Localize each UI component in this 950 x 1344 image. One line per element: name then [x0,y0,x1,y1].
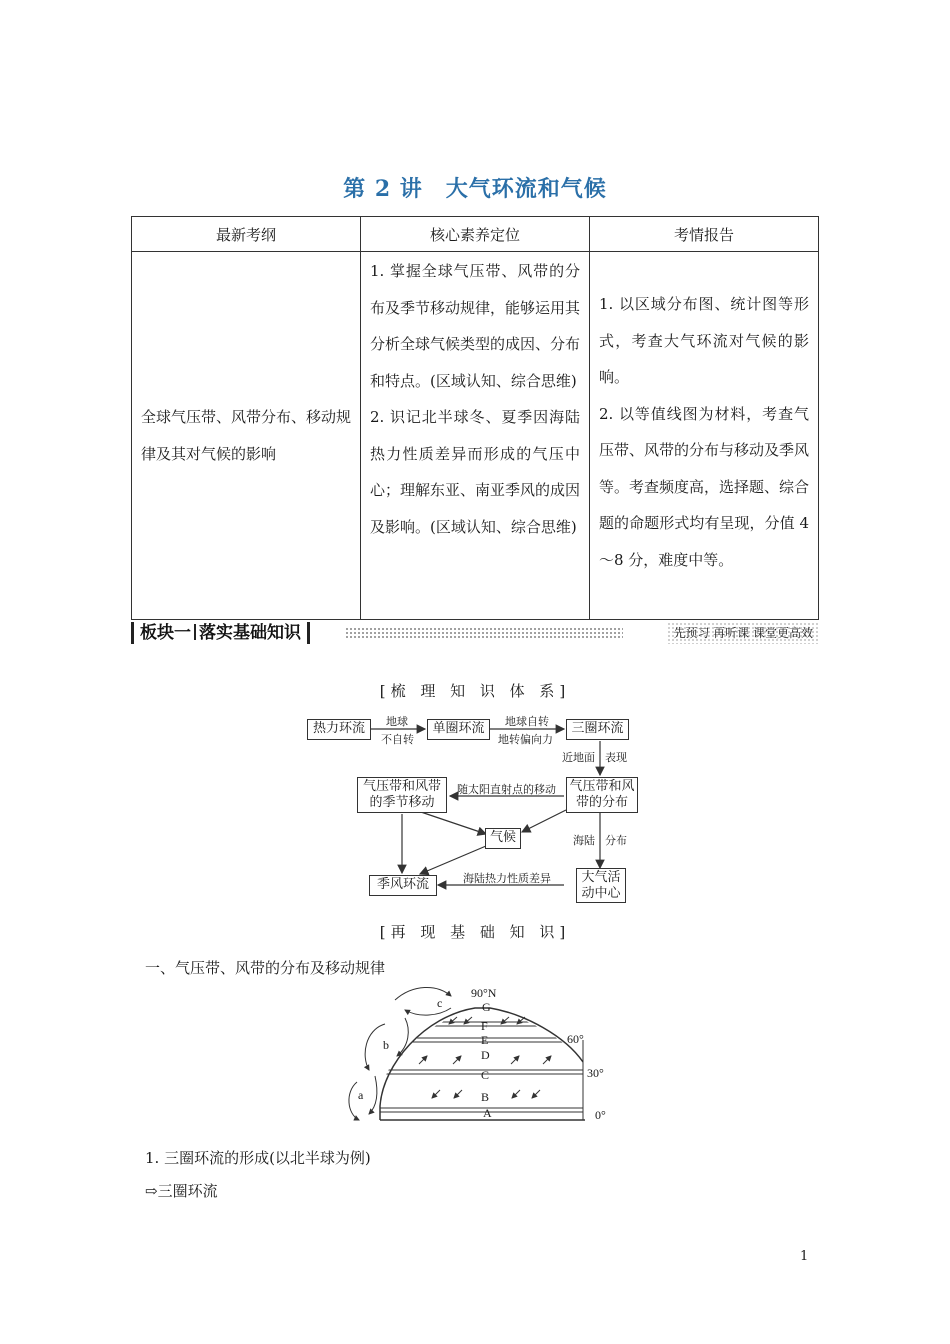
globe-drawing [335,984,625,1127]
page-number: 1 [800,1249,809,1264]
label-manifest: 表现 [605,751,627,764]
table-header: 最新考纲 [132,217,361,252]
box-three-cell: 三圈环流 [566,719,629,740]
banner-title: 落实基础知识 [199,623,301,643]
cell-label-b: b [383,1038,389,1052]
knowledge-flowchart [300,710,650,905]
pressure-belt-diagram [335,984,625,1127]
belt-label-f: F [481,1019,488,1033]
syllabus-table [131,216,819,620]
belt-label-a: A [483,1106,492,1120]
label-earth: 地球 [386,715,408,728]
label-thermal-difference: 海陆热力性质差异 [463,872,551,885]
label-near-surface: 近地面 [562,751,595,764]
table-header: 核心素养定位 [361,217,590,252]
label-distribution: 分布 [605,834,627,847]
label-land-sea: 海陆 [573,834,595,847]
label-pole: 90°N [471,986,497,1000]
box-distribution: 气压带和风带的分布 [566,777,638,813]
box-thermal-circulation: 热力环流 [307,719,371,740]
table-cell-literacy [361,252,590,620]
banner-section: 板块一 [140,623,191,643]
box-climate: 气候 [485,828,521,849]
table-header: 考情报告 [590,217,819,252]
box-single-cell: 单圈环流 [427,719,490,740]
label-coriolis: 地转偏向力 [498,733,553,746]
report-item-2: 2. 以等值线图为材料，考查气压带、风带的分布与移动及季风等。考查频度高，选择题、综合题的命题形式均有呈现，分值 4～8 分，难度中等。 [599,404,810,569]
label-lat-60: 60° [567,1032,584,1046]
table-header-row [132,217,819,252]
label-lat-0: 0° [595,1108,606,1122]
knowledge-system-heading: [梳 理 知 识 体 系] [379,682,571,700]
literacy-text: 1. 掌握全球气压带、风带的分布及季节移动规律，能够运用其分析全球气候类型的成因、分布和特点。(区域认知、综合思维) 2. 识记北半球冬、夏季因海陆热力性质差异而形成的气压中心；理解东亚、南亚季风的成因及影响。(区域认知、综合思维) [370,262,581,536]
page-title: 第 2 讲 大气环流和气候 [343,176,607,202]
label-earth-rotation: 地球自转 [505,715,549,728]
label-no-rotation: 不自转 [381,733,414,746]
belt-label-c: C [481,1068,490,1082]
label-lat-30: 30° [587,1066,604,1080]
table-row [132,252,819,620]
belt-label-e: E [481,1033,489,1047]
banner-divider [194,624,196,640]
belt-label-d: D [481,1048,490,1062]
box-monsoon: 季风环流 [369,875,437,896]
report-item-1: 1. 以区域分布图、统计图等形式，考查大气环流对气候的影响。 [599,295,809,386]
table-cell-syllabus: 全球气压带、风带分布、移动规律及其对气候的影响 [132,252,361,620]
label-sun-shift: 随太阳直射点的移动 [457,783,556,796]
banner-tagline: 先预习 再听课 课堂更高效 [667,622,819,644]
box-activity-centers: 大气活动中心 [576,868,626,903]
cell-label-c: c [437,996,443,1010]
table-cell-report [590,252,819,620]
cell-label-a: a [358,1088,364,1102]
section-heading-1: 一、气压带、风带的分布及移动规律 [145,959,386,977]
banner-label [131,622,310,644]
belt-label-g: G [482,1000,491,1014]
item-2: ⇨三圈环流 [145,1182,218,1200]
item-1: 1. 三圈环流的形成(以北半球为例) [145,1149,371,1167]
banner-dots [345,627,623,639]
belt-label-b: B [481,1090,490,1104]
box-seasonal-shift: 气压带和风带的季节移动 [357,777,447,813]
section-banner [131,622,819,646]
basic-knowledge-heading: [再 现 基 础 知 识] [379,923,571,941]
